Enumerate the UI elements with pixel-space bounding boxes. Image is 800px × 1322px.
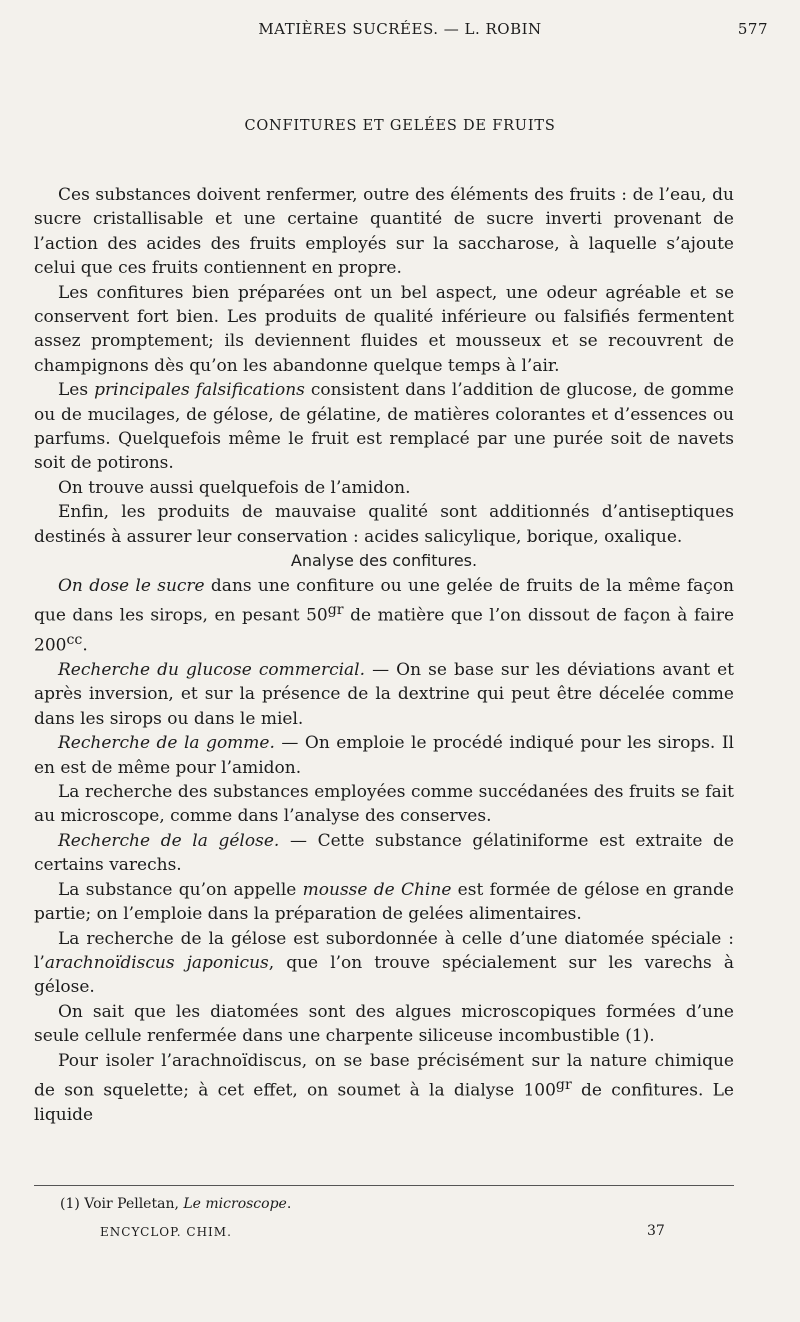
italic-term: mousse de Chine	[302, 879, 452, 900]
text-run: consistent dans l’addition de glucose, de gomme ou de mucilages, de gélose, de gélatine, de matières colorantes et d’essences ou parfums. Quelquefois même le fruit est remplacé par une purée soit de navets soit de potirons.	[34, 380, 734, 474]
superscript: cc	[66, 631, 83, 648]
paragraph: Ces substances doivent renfermer, outre des éléments des fruits : de l’eau, du sucre cristallisable et une certaine quantité de sucre inverti provenant de l’action des acides des fruits employés sur la saccharose, à laquelle s’ajoute celui que ces fruits contiennent en propre.	[34, 185, 734, 279]
paragraph	[34, 378, 734, 476]
text-run: — On emploie le procédé indiqué pour les sirops. Il en est de même pour l’amidon.	[34, 733, 734, 778]
superscript: gr	[555, 1076, 572, 1093]
paragraph: On trouve aussi quelquefois de l’amidon.	[58, 477, 411, 498]
paragraph	[34, 574, 734, 659]
text-run: .	[82, 635, 88, 656]
paragraph	[34, 1049, 734, 1128]
italic-term: On dose le sucre	[58, 575, 205, 596]
footnote-divider	[34, 1185, 734, 1186]
page-number: 577	[737, 20, 768, 38]
italic-term: Recherche du glucose commercial.	[58, 660, 366, 681]
paragraph: Les confitures bien préparées ont un bel aspect, une odeur agréable et se conservent fort bien. Les produits de qualité inférieure ou falsifiés fermentent assez promptement; ils deviennent fluides et mousseux et se recouvrent de champignons dès qu’on les abandonne quelque temps à l’air.	[34, 282, 734, 376]
paragraph	[34, 878, 734, 927]
paragraph	[34, 927, 734, 1000]
paragraph: On sait que les diatomées sont des algues microscopiques formées d’une seule cellule renfermée dans une charpente siliceuse incombustible (1).	[34, 1001, 734, 1047]
italic-term: arachnoïdiscus japonicus	[44, 952, 269, 973]
paragraph: La recherche des substances employées comme succédanées des fruits se fait au microscope, comme dans l’analyse des conserves.	[34, 782, 734, 827]
footnote-text: .	[286, 1196, 292, 1212]
running-head-title: MATIÈRES SUCRÉES. — L. ROBIN	[258, 20, 542, 38]
italic-term: principales falsifications	[94, 380, 305, 401]
footnote	[60, 1196, 291, 1212]
paragraph	[34, 658, 734, 731]
text-run: La recherche de la gélose est subordonnée à celle d’une diatomée spéciale : l’	[34, 928, 734, 973]
footnote-text: (1) Voir Pelletan,	[60, 1196, 184, 1212]
text-run: Les	[58, 380, 95, 401]
footer-sheet-number: 37	[647, 1223, 665, 1239]
running-head	[30, 20, 770, 44]
paragraph: Enfin, les produits de mauvaise qualité sont additionnés d’antiseptiques destinés à assurer leur conservation : acides salicylique, borique, oxalique.	[34, 502, 734, 547]
paragraph	[34, 829, 734, 878]
text-run: est formée de gélose en grande partie; on l’emploie dans la préparation de gelées alimentaires.	[34, 879, 734, 925]
text-run: dans une confiture ou une gelée de fruits de la même façon que dans les sirops, en pesant 50	[34, 575, 734, 626]
italic-term: Recherche de la gomme.	[58, 733, 275, 754]
subsection-heading: Analyse des confitures.	[290, 551, 478, 571]
text-run: La substance qu’on appelle	[58, 879, 303, 900]
body-text	[34, 183, 734, 1127]
footer-signature: ENCYCLOP. CHIM.	[100, 1225, 232, 1239]
text-run: de confitures. Le liquide	[34, 1080, 734, 1125]
superscript: gr	[327, 601, 344, 618]
footnote-italic: Le microscope	[183, 1196, 287, 1212]
text-run: de matière que l’on dissout de façon à faire 200	[34, 605, 735, 656]
text-run: — On se base sur les déviations avant et après inversion, et sur la présence de la dextrine qui peut être décelée comme dans les sirops ou dans le miel.	[34, 660, 734, 729]
section-title: CONFITURES ET GELÉES DE FRUITS	[244, 118, 556, 134]
text-run: — Cette substance gélatiniforme est extraite de certains varechs.	[34, 830, 734, 876]
paragraph	[34, 731, 734, 780]
italic-term: Recherche de la gélose.	[58, 830, 280, 851]
text-run: Pour isoler l’arachnoïdiscus, on se base précisément sur la nature chimique de son squelette; à cet effet, on soumet à la dialyse 100	[34, 1050, 734, 1101]
text-run: , que l’on trouve spécialement sur les varechs à gélose.	[34, 952, 734, 998]
